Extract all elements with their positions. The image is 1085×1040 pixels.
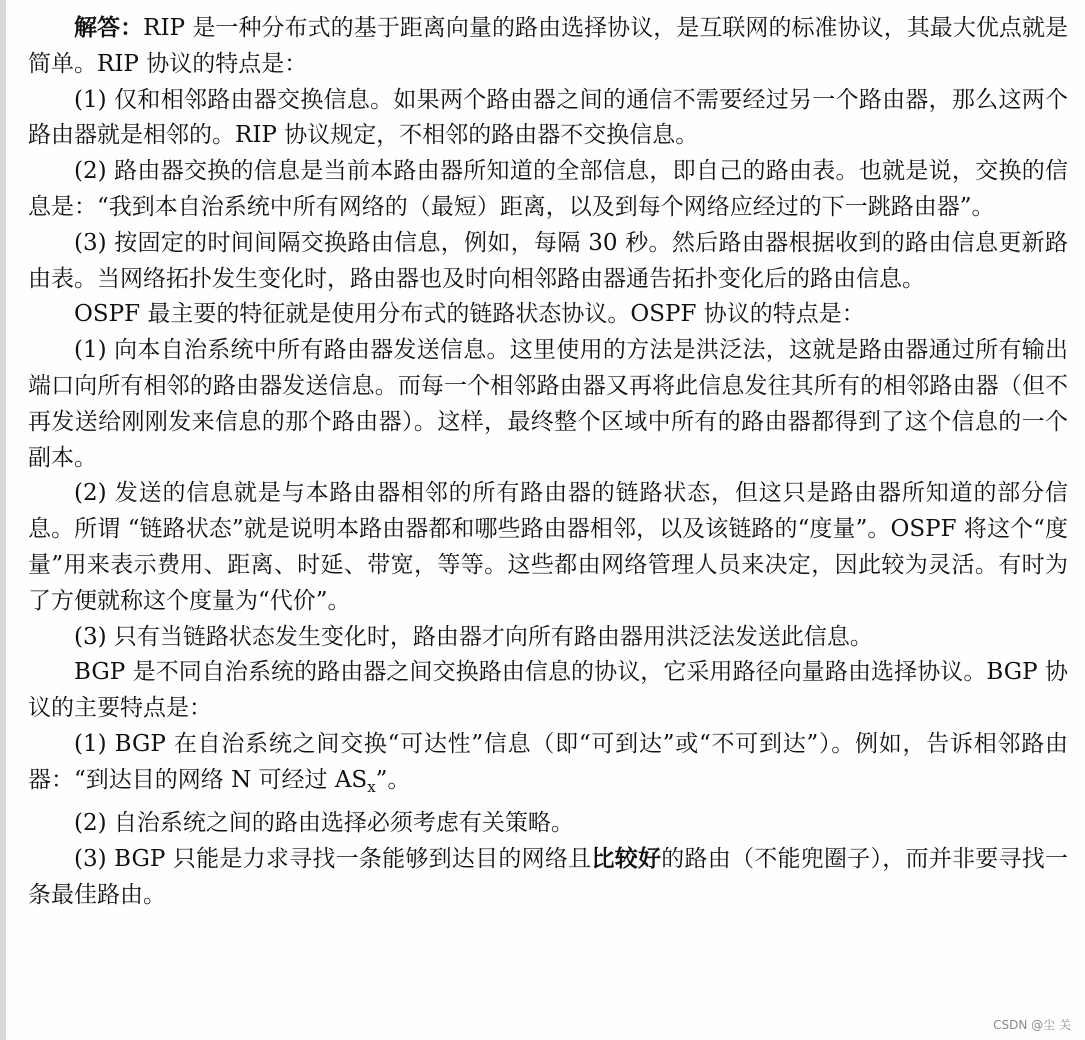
csdn-watermark: CSDN @尘 关 [993, 1018, 1071, 1032]
as-subscript: x [367, 777, 376, 796]
bgp-point-1 [28, 727, 1068, 806]
ospf-point-3: (3) 只有当链路状态发生变化时，路由器才向所有路由器用洪泛法发送此信息。 [74, 623, 873, 650]
rip-point-1: (1) 仅和相邻路由器交换信息。如果两个路由器之间的通信不需要经过另一个路由器，那么这两个路由器就是相邻的。RIP 协议规定，不相邻的路由器不交换信息。 [28, 86, 1068, 149]
rip-intro-paragraph [28, 10, 1068, 83]
bgp-point-3 [28, 841, 1068, 914]
rip-intro-text: RIP 是一种分布式的基于距离向量的路由选择协议，是互联网的标准协议，其最大优点就是简单。RIP 协议的特点是： [28, 15, 1068, 77]
answer-text [28, 10, 1068, 914]
bgp-point-3-emphasis: 比较好 [591, 845, 662, 873]
bgp-point-2: (2) 自治系统之间的路由选择必须考虑有关策略。 [74, 809, 574, 836]
bgp-intro-paragraph: BGP 是不同自治系统的路由器之间交换路由信息的协议，它采用路径向量路由选择协议。BGP 协议的主要特点是： [28, 659, 1068, 722]
rip-point-2: (2) 路由器交换的信息是当前本路由器所知道的全部信息，即自己的路由表。也就是说，交换的信息是：“我到本自治系统中所有网络的（最短）距离，以及到每个网络应经过的下一跳路由器”。 [28, 158, 1068, 220]
page-edge-shadow [0, 0, 6, 1040]
bgp-point-1-end: ”。 [375, 766, 411, 793]
rip-point-3: (3) 按固定的时间间隔交换路由信息，例如，每隔 30 秒。然后路由器根据收到的路由信息更新路由表。当网络拓扑发生变化时，路由器也及时向相邻路由器通告拓扑变化后的路由信息。 [28, 229, 1068, 292]
ospf-point-1: (1) 向本自治系统中所有路由器发送信息。这里使用的方法是洪泛法，这就是路由器通过所有输出端口向所有相邻的路由器发送信息。而每一个相邻路由器又再将此信息发往其所有的相邻路由器（但不再发送给刚刚发来信息的那个路由器）。这样，最终整个区域中所有的路由器都得到了这个信息的一个副本。 [28, 337, 1068, 471]
answer-lead: 解答： [74, 14, 144, 41]
bgp-point-1-text: (1) BGP 在自治系统之间交换“可达性”信息（即“可到达”或“不可到达”）。例如，告诉相邻路由器：“到达目的网络 N 可经过 AS [28, 730, 1068, 793]
bgp-point-3-start: (3) BGP 只能是力求寻找一条能够到达目的网络且 [74, 846, 592, 873]
ospf-intro-paragraph: OSPF 最主要的特征就是使用分布式的链路状态协议。OSPF 协议的特点是： [74, 301, 865, 328]
ospf-point-2: (2) 发送的信息就是与本路由器相邻的所有路由器的链路状态，但这只是路由器所知道的部分信息。所谓 “链路状态”就是说明本路由器都和哪些路由器相邻，以及该链路的“度量”。OSPF 将这个“度量”用来表示费用、距离、时延、带宽，等等。这些都由网络管理人员来决定，因此较为灵活。有时为了方便就称这个度量为“代价”。 [28, 480, 1068, 614]
bgp-point-3-end: 的路由（不能兜圈子），而并非要寻找一条最佳路由。 [28, 846, 1068, 909]
